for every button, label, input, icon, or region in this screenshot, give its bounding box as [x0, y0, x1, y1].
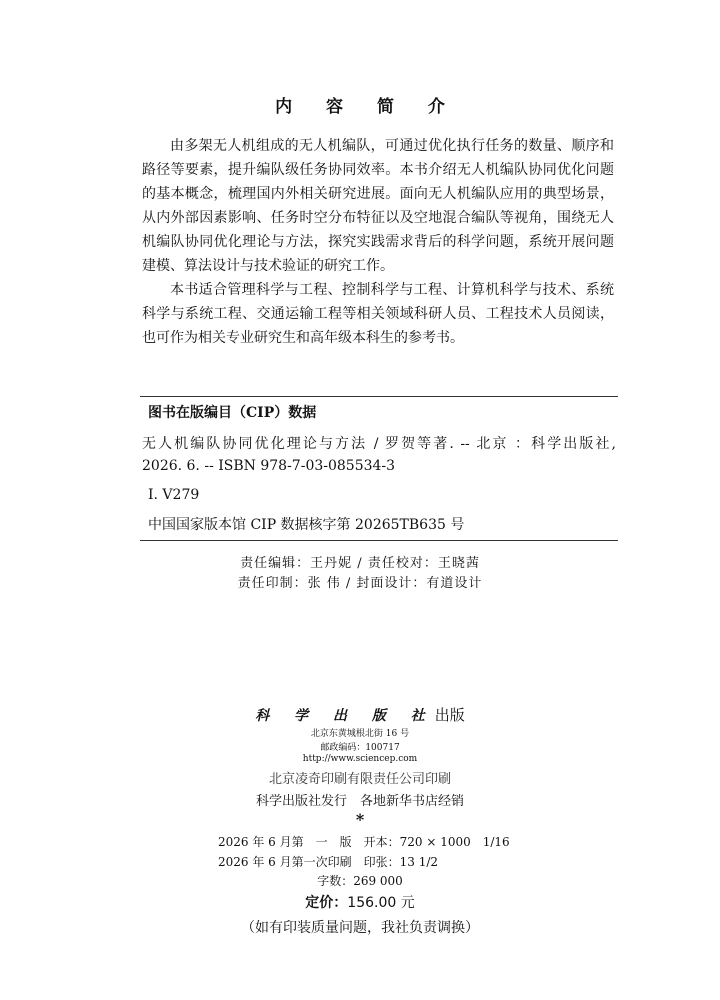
cip-heading: 图书在版编目（CIP）数据 — [148, 405, 317, 421]
word-count: 字数：269 000 — [317, 874, 403, 888]
cip-record-number: 中国国家版本馆 CIP 数据核字第 20265TB635 号 — [148, 517, 465, 533]
editor-credits: 责任编辑：王丹妮 / 责任校对：王晓茜 — [240, 556, 480, 571]
publisher-website: http://www.sciencep.com — [302, 754, 418, 764]
cip-bottom-divider — [140, 540, 618, 541]
cip-book-info: 无人机编队协同优化理论与方法 / 罗贺等著. -- 北京 ：科学出版社, — [142, 436, 616, 452]
cip-top-divider — [140, 396, 618, 397]
publisher-name: 科 学 出 版 社 — [255, 708, 435, 724]
price-value: 156.00 元 — [347, 895, 415, 911]
distribution-info: 科学出版社发行 各地新华书店经销 — [255, 794, 464, 809]
publisher-line — [0, 704, 720, 725]
edition-info: 2026 年 6 月第 一 版 开本：720 × 1000 1/16 — [218, 835, 510, 849]
quality-note: （如有印装质量问题，我社负责调换） — [241, 920, 479, 936]
publisher-postcode: 邮政编码：100717 — [320, 743, 400, 753]
cip-classification: Ⅰ. V279 — [148, 487, 200, 503]
production-credits: 责任印制：张 伟 / 封面设计：有道设计 — [237, 576, 483, 591]
summary-paragraph: 由多架无人机组成的无人机编队，可通过优化执行任务的数量、顺序和路径等要素，提升编队级任务协同效率。本书介绍无人机编队协同优化问题的基本概念，梳理国内外相关研究进展。面向无人机编队应用的典型场景，从内外部因素影响、任务时空分布特征以及空地混合编队等视角，围绕无人机编队协同优化理论与方法，探究实践需求背后的科学问题，系统开展问题建模、算法设计与技术验证的研究工作。 — [142, 138, 614, 274]
summary-section — [142, 134, 614, 350]
page-title: 内 容 简 介 — [275, 97, 459, 117]
summary-paragraph: 本书适合管理科学与工程、控制科学与工程、计算机科学与技术、系统科学与系统工程、交通运输工程等相关领域科研人员、工程技术人员阅读，也可作为相关专业研究生和高年级本科生的参考书。 — [142, 282, 614, 346]
separator-star: * — [355, 810, 365, 829]
printing-info: 2026 年 6 月第一次印刷 印张：13 1/2 — [218, 855, 439, 869]
publisher-address: 北京东黄城根北街 16 号 — [310, 729, 410, 739]
publisher-suffix: 出版 — [434, 706, 465, 724]
printer-info: 北京凌奇印刷有限责任公司印刷 — [268, 772, 451, 787]
price-label: 定价： — [305, 895, 348, 911]
cip-isbn: 2026. 6. -- ISBN 978-7-03-085534-3 — [142, 458, 396, 474]
price-line — [0, 892, 720, 912]
